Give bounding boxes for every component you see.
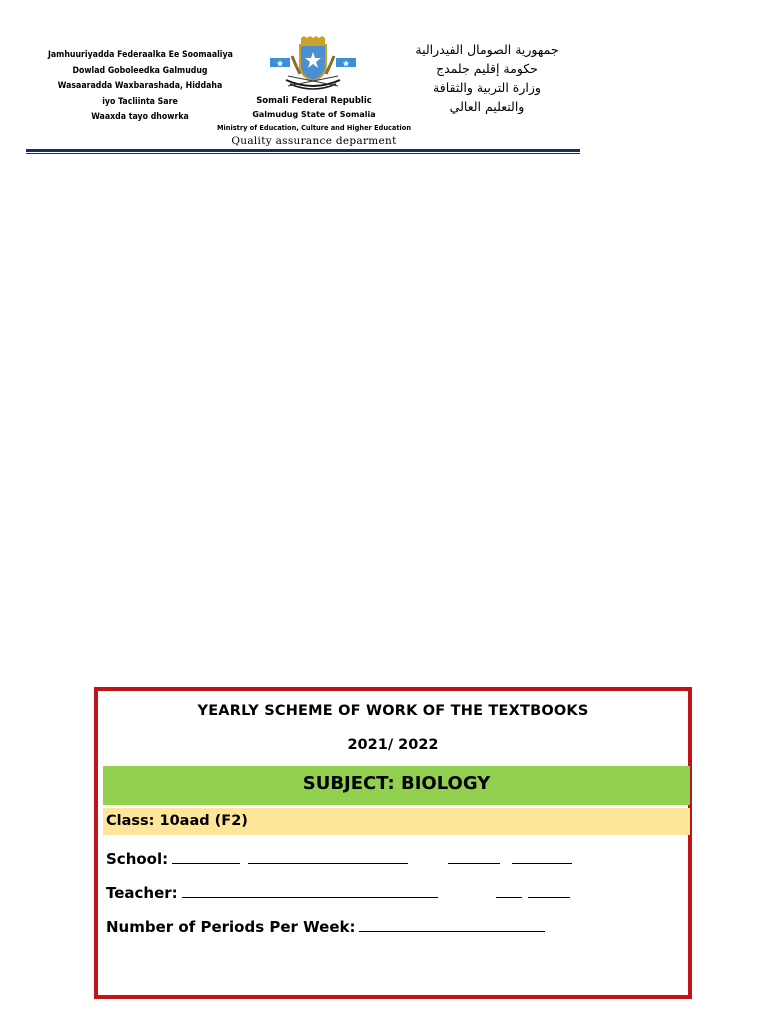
school-blank-3[interactable] [448, 849, 500, 864]
school-blank-1[interactable] [172, 849, 240, 864]
form-title: YEARLY SCHEME OF WORK OF THE TEXTBOOKS [197, 703, 589, 719]
letterhead-divider [26, 149, 580, 154]
academic-year: 2021/ 2022 [347, 737, 439, 753]
periods-blank[interactable] [359, 917, 545, 932]
letterhead-english-text [214, 94, 414, 148]
somali-line-3: Wasaaradda Waxbarashada, Hiddaha [57, 81, 223, 91]
arabic-line-3: وزارة التربية والثقافة [433, 80, 541, 95]
ministry-name: Ministry of Education, Culture and Higher Education [216, 124, 412, 132]
somali-line-1: Jamhuuriyadda Federaalka Ee Soomaaliya [48, 50, 233, 60]
school-field [106, 849, 572, 868]
teacher-label: Teacher: [106, 884, 178, 902]
school-label: School: [106, 850, 169, 868]
scheme-of-work-form [94, 687, 692, 999]
school-blank-4[interactable] [512, 849, 572, 864]
letterhead-somali-text [48, 48, 232, 126]
teacher-blank-2[interactable] [496, 883, 522, 898]
somali-line-2: Dowlad Goboleedka Galmudug [72, 65, 208, 76]
arabic-line-2: حكومة إقليم جلمدج [436, 61, 538, 76]
periods-field [106, 917, 545, 936]
somali-line-5: Waaxda tayo dhowrka [91, 112, 189, 122]
teacher-blank-3[interactable] [528, 883, 570, 898]
letterhead [0, 0, 768, 160]
teacher-blank-1[interactable] [182, 883, 438, 898]
arabic-line-4: والتعليم العالي [449, 99, 525, 114]
state-name: Galmudug State of Somalia [252, 110, 376, 119]
somali-line-4: iyo Tacliinta Sare [102, 96, 178, 107]
teacher-field [106, 883, 570, 902]
department-name: Quality assurance deparment [231, 135, 397, 147]
arabic-line-1: جمهورية الصومال الفيدرالية [415, 42, 559, 57]
coat-of-arms-icon [268, 36, 358, 92]
class-banner: Class: 10aad (F2) [103, 808, 690, 835]
periods-label: Number of Periods Per Week: [106, 918, 356, 936]
letterhead-arabic-text [392, 40, 582, 116]
school-blank-2[interactable] [248, 849, 408, 864]
republic-name: Somali Federal Republic [256, 96, 372, 106]
subject-banner: SUBJECT: BIOLOGY [103, 766, 690, 805]
